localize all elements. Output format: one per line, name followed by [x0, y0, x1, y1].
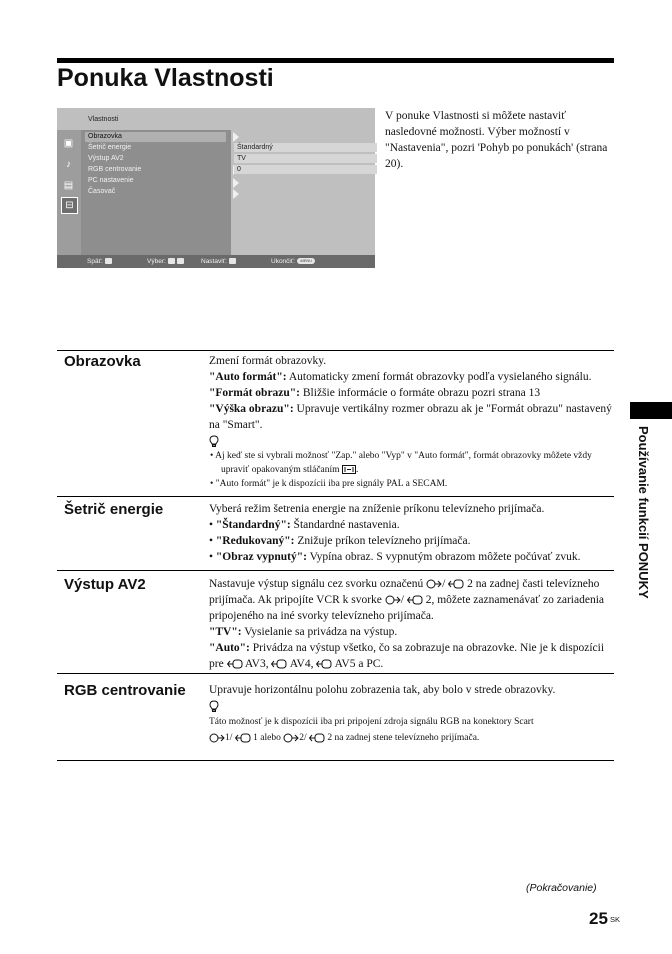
scart-output-icon — [309, 733, 325, 743]
menu-item-rgb: RGB centrovanie — [88, 166, 142, 173]
section-divider — [57, 760, 614, 761]
menu-item-pc: PC nastavenie — [88, 177, 134, 184]
section-body-setric: Vyberá režim šetrenia energie na zníženie príkonu televízneho prijímača. • "Štandardný": Štandardné nastavenia. • "Redukovaný": Znižuje príkon televízneho prijímača. • "Obraz vypnutý": Vypína obraz. S vypnutým obrazom môžete počúvať zvuk. — [209, 501, 617, 565]
footer-exit: Ukončiť: — [271, 258, 296, 265]
desc-obraz-vypnuty: Vypína obraz. S vypnutým obrazom môžete počúvať zvuk. — [306, 551, 581, 563]
note-auto-format: • Aj keď ste si vybrali možnosť "Zap." alebo "Vyp" v "Auto formát", formát obrazovky môžete vždy upraviť opakovaným stláčaním — [210, 451, 592, 475]
footer-select: Výber: — [147, 258, 166, 265]
av3-label: AV3, — [244, 658, 269, 670]
label-redukovany: "Redukovaný": — [215, 535, 295, 547]
vystup-text-c: 2 na zadnej časti televízneho prijímača. Ak pripojíte VCR k svorke — [209, 578, 600, 606]
desc-redukovany: Znižuje príkon televízneho prijímača. — [294, 535, 471, 547]
av5-label: AV5 a PC. — [334, 658, 384, 670]
menu-footer — [57, 255, 375, 268]
enter-key-icon — [229, 258, 236, 264]
label-format-obrazu: "Formát obrazu": — [209, 387, 301, 399]
scart-input-icon — [209, 733, 225, 743]
down-key-icon — [177, 258, 184, 264]
back-key-icon — [105, 258, 112, 264]
page-number: 25 — [589, 909, 608, 928]
page-title: Ponuka Vlastnosti — [57, 64, 274, 92]
menu-item-casovac: Časovač — [88, 188, 116, 195]
rgb-note-a: Táto možnosť je k dispozícii iba pri pripojení zdroja signálu RGB na konektory Scart — [209, 717, 534, 727]
tip-icon — [209, 700, 219, 712]
rgb-note-d: 2/ — [299, 733, 307, 743]
sidebar-tab — [630, 402, 672, 419]
section-divider — [57, 350, 614, 351]
vystup-slash: / — [442, 578, 446, 590]
section-divider — [57, 673, 614, 674]
sound-icon: ♪ — [66, 159, 71, 170]
scart-output-icon — [235, 733, 251, 743]
label-auto-format: "Auto formát": — [209, 371, 287, 383]
intro-text: V ponuke Vlastnosti si môžete nastaviť nasledovné možnosti. Výber možností v "Nastavenia", pozri 'Pohyb po ponukách' (strana 20). — [385, 110, 608, 170]
section-body-obrazovka — [209, 353, 617, 491]
wide-mode-button-icon — [342, 465, 359, 475]
up-key-icon — [168, 258, 175, 264]
rgb-note-c: 1 alebo — [253, 733, 281, 743]
submenu-arrow-icon — [233, 132, 239, 142]
footer-back: Späť: — [87, 258, 103, 265]
menu-item-vystup: Výstup AV2 — [88, 155, 124, 162]
av-input-icon — [227, 659, 243, 669]
section-heading-obrazovka: Obrazovka — [64, 353, 141, 370]
vystup-text-a: Nastavuje výstup signálu cez svorku označenú — [209, 578, 424, 590]
section-body-vystup — [209, 576, 617, 672]
desc-auto-format: Automaticky zmení formát obrazovky podľa vysielaného signálu. — [286, 371, 592, 383]
label-vyska-obrazu: "Výška obrazu": — [209, 403, 294, 415]
menu-value-rgb: 0 — [234, 165, 377, 174]
label-auto: "Auto": — [209, 642, 250, 654]
continued-label: (Pokračovanie) — [526, 882, 597, 894]
rgb-note-b: 1/ — [225, 733, 233, 743]
section-body-rgb — [209, 682, 617, 746]
av-input-icon — [316, 659, 332, 669]
scart-input-icon — [283, 733, 299, 743]
desc-auto: Privádza na výstup všetko, čo sa zobrazuje na obrazovke. Nie je k dispozícii pre — [209, 642, 605, 670]
footer-set: Nastaviť: — [201, 258, 227, 265]
section-heading-setric: Šetrič energie — [64, 501, 164, 518]
menu-item-obrazovka: Obrazovka — [85, 132, 226, 142]
desc-vyska-obrazu: Upravuje vertikálny rozmer obrazu ak je "Formát obrazu" nastavený na "Smart". — [209, 403, 612, 431]
setric-lead: Vyberá režim šetrenia energie na zníženie príkonu televízneho prijímača. — [209, 503, 545, 515]
label-standardny: "Štandardný": — [215, 519, 291, 531]
sidebar-text: Používanie funkcií PONUKY — [636, 426, 651, 599]
rgb-lead: Upravuje horizontálnu polohu zobrazenia tak, aby bolo v strede obrazovky. — [209, 684, 556, 696]
scart-input-icon — [426, 579, 442, 589]
menu-icon-column — [57, 130, 81, 255]
submenu-arrow-icon — [233, 189, 239, 199]
note-end: . — [355, 465, 359, 475]
section-heading-vystup: Výstup AV2 — [64, 576, 146, 593]
rgb-note-e: 2 na zadnej stene televízneho prijímača. — [327, 733, 480, 743]
picture-icon: ▣ — [63, 138, 74, 149]
desc-format-obrazu: Bližšie informácie o formáte obrazu pozri strana 13 — [300, 387, 541, 399]
note-pal-secam: • "Auto formát" je k dispozícii iba pre signály PAL a SECAM. — [210, 479, 448, 489]
menu-item-list — [81, 130, 231, 255]
scart-output-icon — [448, 579, 464, 589]
menu-value-vystup: TV — [234, 154, 377, 163]
top-rule — [57, 58, 614, 63]
section-divider — [57, 570, 614, 571]
vystup-slash: / — [400, 594, 404, 606]
page-language: SK — [610, 915, 621, 924]
section-heading-rgb: RGB centrovanie — [64, 682, 186, 699]
menu-key-icon: MENU — [297, 258, 315, 264]
av4-label: AV4, — [289, 658, 314, 670]
features-icon: ⊟ — [61, 197, 78, 214]
submenu-arrow-icon — [233, 178, 239, 188]
section-divider — [57, 496, 614, 497]
menu-value-setric: Štandardný — [234, 143, 377, 152]
av-input-icon — [271, 659, 287, 669]
desc-standardny: Štandardné nastavenia. — [290, 519, 400, 531]
scart-input-icon — [385, 595, 401, 605]
menu-screenshot — [57, 108, 375, 268]
tip-icon — [209, 435, 219, 447]
setup-icon: ▤ — [63, 180, 74, 191]
scart-output-icon — [407, 595, 423, 605]
menu-item-setric: Šetrič energie — [88, 144, 132, 151]
menu-header: Vlastnosti — [88, 116, 119, 123]
vystup-text-e: 2, môžete zaznamenávať zo zariadenia pripojeného na iné svorky televízneho prijímača. — [209, 594, 604, 622]
label-obraz-vypnuty: "Obraz vypnutý": — [215, 551, 307, 563]
desc-tv: Vysielanie sa privádza na výstup. — [241, 626, 398, 638]
obrazovka-lead: Zmení formát obrazovky. — [209, 355, 327, 367]
label-tv: "TV": — [209, 626, 242, 638]
